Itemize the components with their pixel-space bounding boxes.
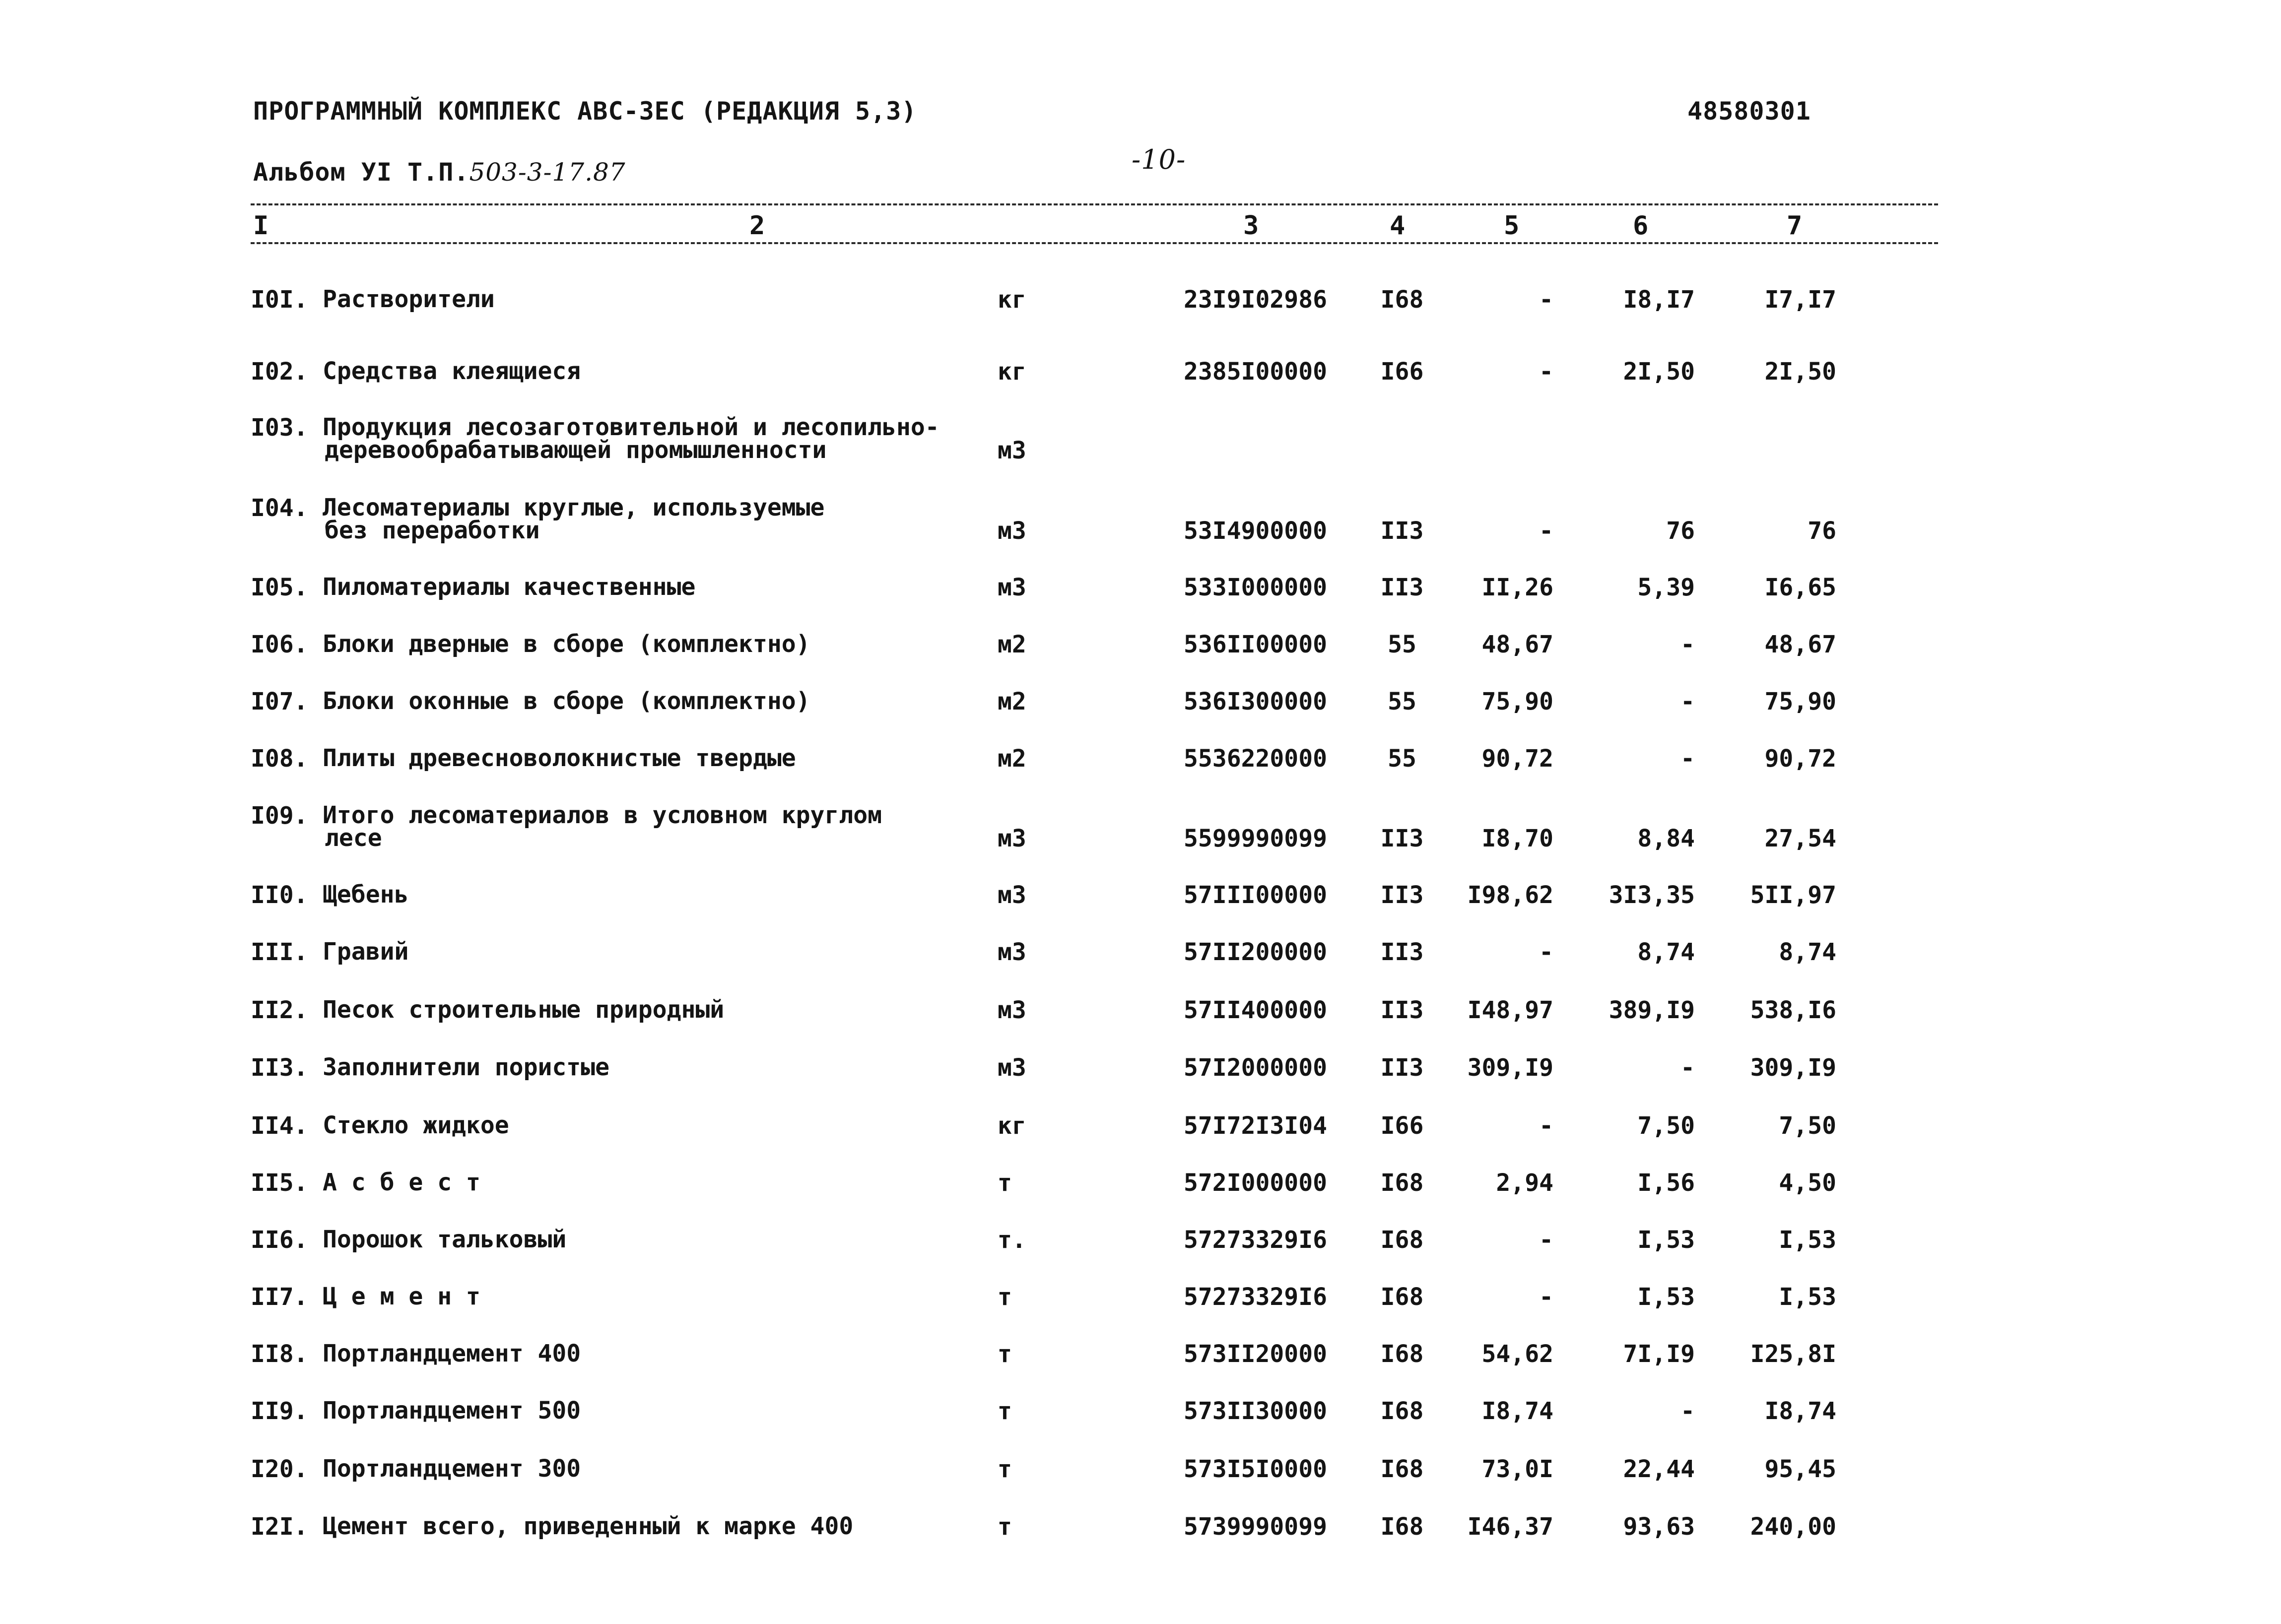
row-col-4: II3 xyxy=(1380,881,1424,909)
row-col-6: 76 xyxy=(1666,517,1695,545)
row-col-4: II3 xyxy=(1380,1054,1424,1082)
row-col-4: 55 xyxy=(1388,631,1416,658)
row-col-7: 75,90 xyxy=(1764,688,1836,715)
row-unit: м2 xyxy=(998,745,1026,773)
row-name-line: Средства клеящиеся xyxy=(323,357,581,385)
row-col-6: I8,I7 xyxy=(1623,286,1695,314)
row-col-4: I68 xyxy=(1380,1513,1424,1541)
column-header-6: 6 xyxy=(1633,211,1649,241)
row-name-line: деревообрабатывающей промышленности xyxy=(325,436,827,464)
row-name xyxy=(323,744,796,772)
row-code: 5739990099 xyxy=(1184,1513,1327,1541)
row-code: 5536220000 xyxy=(1184,745,1327,773)
row-number: I08. xyxy=(251,745,308,773)
row-col-4: I68 xyxy=(1380,1455,1424,1483)
row-unit: м3 xyxy=(998,1054,1026,1082)
row-col-7: 538,I6 xyxy=(1750,996,1836,1024)
row-col-5: 54,62 xyxy=(1481,1340,1553,1368)
row-number: II6. xyxy=(251,1226,308,1254)
row-name xyxy=(323,996,725,1024)
row-col-5: I98,62 xyxy=(1467,881,1553,909)
row-col-6: 5,39 xyxy=(1637,574,1695,601)
row-name xyxy=(323,1342,581,1365)
row-number: I04. xyxy=(251,494,308,522)
row-name xyxy=(323,1455,581,1483)
row-name xyxy=(323,496,824,542)
row-col-5: I46,37 xyxy=(1467,1513,1553,1541)
row-name-line: Щебень xyxy=(323,881,409,909)
row-name-line: Портландцемент 500 xyxy=(323,1397,581,1425)
row-col-4: I68 xyxy=(1380,1283,1424,1311)
row-col-5: 75,90 xyxy=(1481,688,1553,715)
row-number: II9. xyxy=(251,1397,308,1425)
row-code: 536II00000 xyxy=(1184,631,1327,658)
row-number: I2I. xyxy=(251,1513,308,1541)
row-code: 53I4900000 xyxy=(1184,517,1327,545)
row-col-7: I8,74 xyxy=(1764,1397,1836,1425)
row-number: I05. xyxy=(251,574,308,601)
column-header-row xyxy=(0,211,2281,241)
row-col-5: - xyxy=(1539,1112,1553,1140)
header-top-rule xyxy=(251,203,1938,205)
row-col-7: 309,I9 xyxy=(1750,1054,1836,1082)
row-number: II0. xyxy=(251,881,308,909)
row-col-5: 48,67 xyxy=(1481,631,1553,658)
row-col-5: I48,97 xyxy=(1467,996,1553,1024)
row-col-6: - xyxy=(1680,688,1695,715)
row-name xyxy=(323,1053,609,1081)
row-col-4: 55 xyxy=(1388,745,1416,773)
column-header-1: I xyxy=(253,211,269,241)
row-name xyxy=(323,1397,581,1425)
row-col-5: 309,I9 xyxy=(1467,1054,1553,1082)
row-col-5: I8,70 xyxy=(1481,825,1553,852)
row-code: 57II400000 xyxy=(1184,996,1327,1024)
row-col-7: I,53 xyxy=(1779,1226,1836,1254)
row-col-5: 73,0I xyxy=(1481,1455,1553,1483)
row-code: 57273329I6 xyxy=(1184,1226,1327,1254)
row-code: 57II200000 xyxy=(1184,938,1327,966)
page-number: -10- xyxy=(1132,144,1186,175)
row-col-6: 8,74 xyxy=(1637,938,1695,966)
row-code: 23I9I02986 xyxy=(1184,286,1327,314)
row-code: 573II30000 xyxy=(1184,1397,1327,1425)
row-name-line: Ц е м е н т xyxy=(323,1283,480,1310)
column-header-4: 4 xyxy=(1390,211,1406,241)
row-unit: т xyxy=(998,1340,1012,1368)
row-name xyxy=(323,1111,509,1139)
row-number: III. xyxy=(251,938,308,966)
row-unit: м3 xyxy=(998,825,1026,852)
row-col-6: - xyxy=(1680,1054,1695,1082)
row-unit: м2 xyxy=(998,688,1026,715)
row-unit: т xyxy=(998,1169,1012,1197)
row-col-7: I25,8I xyxy=(1750,1340,1836,1368)
row-unit: м3 xyxy=(998,996,1026,1024)
row-name-line: Портландцемент 400 xyxy=(323,1340,581,1367)
header-bottom-rule xyxy=(251,242,1938,244)
row-unit: кг xyxy=(998,358,1026,386)
row-col-6: I,53 xyxy=(1637,1283,1695,1311)
row-unit: т xyxy=(998,1397,1012,1425)
row-code: 57III00000 xyxy=(1184,881,1327,909)
row-col-5: - xyxy=(1539,938,1553,966)
row-name-line: Плиты древесноволокнистые твердые xyxy=(323,744,796,772)
row-col-7: 5II,97 xyxy=(1750,881,1836,909)
row-col-7: 240,00 xyxy=(1750,1513,1836,1541)
row-col-4: I68 xyxy=(1380,1169,1424,1197)
row-unit: м3 xyxy=(998,574,1026,601)
row-col-6: 93,63 xyxy=(1623,1513,1695,1541)
row-col-6: 7I,I9 xyxy=(1623,1340,1695,1368)
row-col-5: - xyxy=(1539,1226,1553,1254)
row-unit: т xyxy=(998,1455,1012,1483)
row-unit: м3 xyxy=(998,881,1026,909)
row-number: II7. xyxy=(251,1283,308,1311)
row-col-4: II3 xyxy=(1380,996,1424,1024)
row-col-7: 48,67 xyxy=(1764,631,1836,658)
row-col-5: - xyxy=(1539,517,1553,545)
row-number: I0I. xyxy=(251,286,308,314)
row-col-7: 27,54 xyxy=(1764,825,1836,852)
row-name xyxy=(323,285,495,313)
row-number: I03. xyxy=(251,414,308,442)
row-name xyxy=(323,1285,480,1308)
row-col-4: 55 xyxy=(1388,688,1416,715)
row-unit: т. xyxy=(998,1226,1026,1254)
row-name xyxy=(323,801,882,852)
row-col-6: I,56 xyxy=(1637,1169,1695,1197)
row-name xyxy=(323,1512,854,1540)
row-col-4: I66 xyxy=(1380,358,1424,386)
row-col-5: II,26 xyxy=(1481,574,1553,601)
row-number: II5. xyxy=(251,1169,308,1197)
row-unit: кг xyxy=(998,1112,1026,1140)
program-title: ПРОГРАММНЫЙ КОМПЛЕКС АВС-ЗЕС (РЕДАКЦИЯ 5,3) xyxy=(253,97,917,126)
row-col-4: I68 xyxy=(1380,1226,1424,1254)
row-col-6: 2I,50 xyxy=(1623,358,1695,386)
row-number: I06. xyxy=(251,631,308,658)
row-col-4: II3 xyxy=(1380,825,1424,852)
row-code: 2385I00000 xyxy=(1184,358,1327,386)
row-name-line: Итого лесоматериалов в условном круглом xyxy=(323,801,882,829)
row-col-7: 90,72 xyxy=(1764,745,1836,773)
row-code: 57I72I3I04 xyxy=(1184,1112,1327,1140)
column-header-3: 3 xyxy=(1243,211,1259,241)
row-name xyxy=(323,1228,566,1251)
row-col-5: 90,72 xyxy=(1481,745,1553,773)
row-name-line: Заполнители пористые xyxy=(323,1053,609,1081)
row-name-line: Портландцемент 300 xyxy=(323,1455,581,1483)
row-col-4: II3 xyxy=(1380,574,1424,601)
row-col-7: I,53 xyxy=(1779,1283,1836,1311)
row-col-7: 8,74 xyxy=(1779,938,1836,966)
row-name-line: Стекло жидкое xyxy=(323,1111,509,1139)
row-name-line: без переработки xyxy=(325,517,540,544)
column-header-5: 5 xyxy=(1504,211,1520,241)
row-col-4: I68 xyxy=(1380,286,1424,314)
row-col-6: - xyxy=(1680,631,1695,658)
row-unit: т xyxy=(998,1283,1012,1311)
row-col-7: 95,45 xyxy=(1764,1455,1836,1483)
row-name xyxy=(323,573,696,601)
row-number: I02. xyxy=(251,358,308,386)
row-name xyxy=(323,938,409,966)
row-name-line: Цемент всего, приведенный к марке 400 xyxy=(323,1512,854,1540)
row-col-6: 7,50 xyxy=(1637,1112,1695,1140)
row-name-line: Порошок тальковый xyxy=(323,1226,567,1253)
row-col-6: 389,I9 xyxy=(1609,996,1695,1024)
row-col-5: - xyxy=(1539,286,1553,314)
row-code: 536I300000 xyxy=(1184,688,1327,715)
column-header-2: 2 xyxy=(749,211,765,241)
row-col-6: - xyxy=(1680,745,1695,773)
row-number: II8. xyxy=(251,1340,308,1368)
row-col-6: - xyxy=(1680,1397,1695,1425)
row-unit: м3 xyxy=(998,437,1026,464)
row-name-line: Растворители xyxy=(323,285,495,313)
row-code: 572I000000 xyxy=(1184,1169,1327,1197)
row-name xyxy=(323,881,409,909)
row-number: II3. xyxy=(251,1054,308,1082)
row-col-4: II3 xyxy=(1380,938,1424,966)
row-col-5: 2,94 xyxy=(1496,1169,1553,1197)
row-col-7: 4,50 xyxy=(1779,1169,1836,1197)
row-unit: кг xyxy=(998,286,1026,314)
row-col-7: I6,65 xyxy=(1764,574,1836,601)
row-col-7: I7,I7 xyxy=(1764,286,1836,314)
row-col-5: I8,74 xyxy=(1481,1397,1553,1425)
row-col-7: 76 xyxy=(1808,517,1836,545)
row-name-line: Пиломатериалы качественные xyxy=(323,573,696,601)
row-unit: м2 xyxy=(998,631,1026,658)
row-name xyxy=(323,687,810,715)
row-name-line: А с б е с т xyxy=(323,1169,480,1196)
row-name-line: Продукция лесозаготовительной и лесопильно- xyxy=(323,413,939,441)
row-name-line: лесе xyxy=(325,824,382,852)
row-number: I07. xyxy=(251,688,308,715)
row-name-line: Гравий xyxy=(323,938,409,966)
row-code: 533I000000 xyxy=(1184,574,1327,601)
row-number: II4. xyxy=(251,1112,308,1140)
row-col-4: I68 xyxy=(1380,1340,1424,1368)
row-code: 57273329I6 xyxy=(1184,1283,1327,1311)
row-code: 57I2000000 xyxy=(1184,1054,1327,1082)
row-col-5: - xyxy=(1539,1283,1553,1311)
row-name-line: Блоки оконные в сборе (комплектно) xyxy=(323,687,810,715)
row-col-6: 22,44 xyxy=(1623,1455,1695,1483)
row-col-4: I68 xyxy=(1380,1397,1424,1425)
row-col-4: II3 xyxy=(1380,517,1424,545)
row-unit: т xyxy=(998,1513,1012,1541)
row-name-line: Песок строительные природный xyxy=(323,996,725,1024)
row-name xyxy=(323,630,810,658)
row-name xyxy=(323,357,581,385)
row-col-5: - xyxy=(1539,358,1553,386)
row-name xyxy=(323,1171,480,1194)
row-col-6: I,53 xyxy=(1637,1226,1695,1254)
row-col-7: 2I,50 xyxy=(1764,358,1836,386)
column-header-7: 7 xyxy=(1787,211,1803,241)
row-name-line: Блоки дверные в сборе (комплектно) xyxy=(323,630,810,658)
row-col-6: 3I3,35 xyxy=(1609,881,1695,909)
album-prefix: Альбом УI Т.П. xyxy=(253,158,470,187)
row-code: 573II20000 xyxy=(1184,1340,1327,1368)
row-col-7: 7,50 xyxy=(1779,1112,1836,1140)
row-number: II2. xyxy=(251,996,308,1024)
album-reference xyxy=(253,158,626,187)
row-col-6: 8,84 xyxy=(1637,825,1695,852)
row-name-line: Лесоматериалы круглые, используемые xyxy=(323,494,825,521)
row-code: 573I5I0000 xyxy=(1184,1455,1327,1483)
album-code: 503-3-17.87 xyxy=(469,158,626,187)
row-name xyxy=(323,413,939,464)
row-unit: м3 xyxy=(998,517,1026,545)
row-number: I20. xyxy=(251,1455,308,1483)
document-number: 48580301 xyxy=(1687,97,1811,126)
row-number: I09. xyxy=(251,802,308,830)
row-col-4: I66 xyxy=(1380,1112,1424,1140)
row-code: 5599990099 xyxy=(1184,825,1327,852)
row-unit: м3 xyxy=(998,938,1026,966)
